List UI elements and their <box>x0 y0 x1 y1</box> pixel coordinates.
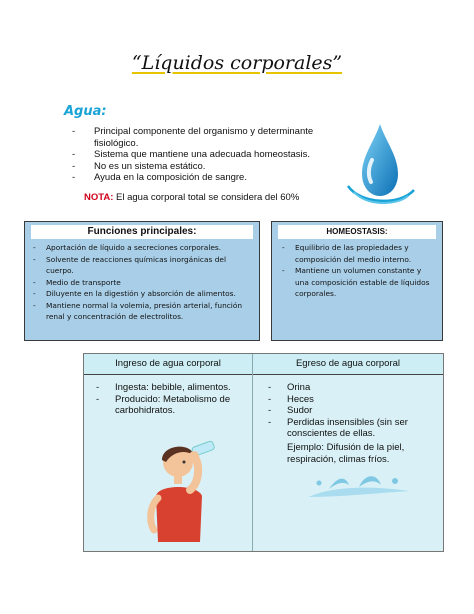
list-item: - Diluyente en la digestión y absorción de alimentos. <box>31 288 253 300</box>
list-item: - Orina <box>256 382 436 394</box>
funciones-heading: Funciones principales: <box>31 225 253 239</box>
ingreso-header: Ingreso de agua corporal <box>84 354 252 374</box>
list-item: - Mantiene normal la volemia, presión arterial, función renal y concentración de electrolitos. <box>31 300 253 323</box>
boy-drinking-illustration <box>144 426 219 546</box>
nota-text: El agua corporal total se considera del 60% <box>116 192 300 203</box>
column-divider <box>252 354 253 551</box>
list-item: - Sudor <box>256 405 436 417</box>
list-item: - Equilibrio de las propiedades y composición del medio interno. <box>280 242 435 265</box>
list-item: - Mantiene un volumen constante y una composición estable de líquidos corporales. <box>280 265 435 300</box>
list-item: - Perdidas insensibles (sin ser conscientes de ellas. <box>256 417 436 440</box>
list-item: - Producido: Metabolismo de carbohidratos. <box>84 394 249 417</box>
list-item: - Heces <box>256 394 436 406</box>
egreso-header: Egreso de agua corporal <box>253 354 443 374</box>
list-item: - Aportación de líquido a secreciones corporales. <box>31 242 253 254</box>
homeostasis-box <box>271 221 443 341</box>
homeostasis-heading: HOMEOSTASIS: <box>278 225 436 239</box>
agua-heading: Agua: <box>64 104 107 119</box>
list-item: - No es un sistema estático. <box>68 161 338 173</box>
page-title: “Líquidos corporales” <box>131 52 343 74</box>
list-item: - Ayuda en la composición de sangre. <box>68 172 338 184</box>
agua-balance-table <box>83 353 444 552</box>
list-item: - Sistema que mantiene una adecuada homeostasis. <box>68 149 338 161</box>
list-item: - Principal componente del organismo y determinante fisiológico. <box>68 126 338 149</box>
funciones-box <box>24 221 260 341</box>
funciones-list <box>31 242 253 323</box>
homeostasis-list <box>280 242 435 300</box>
water-drop-icon <box>340 120 420 210</box>
list-item: - Medio de transporte <box>31 277 253 289</box>
header-divider <box>84 374 443 375</box>
ingreso-list <box>84 382 249 417</box>
water-splash-icon <box>299 471 419 506</box>
nota-line <box>84 192 299 203</box>
list-item: - Solvente de reacciones químicas inorgánicas del cuerpo. <box>31 254 253 277</box>
egreso-list <box>256 382 436 440</box>
list-item: - Ingesta: bebible, alimentos. <box>84 382 249 394</box>
agua-list <box>68 126 338 184</box>
nota-label: NOTA: <box>84 192 114 203</box>
egreso-example: Ejemplo: Difusión de la piel, respiración, climas fríos. <box>287 442 405 465</box>
